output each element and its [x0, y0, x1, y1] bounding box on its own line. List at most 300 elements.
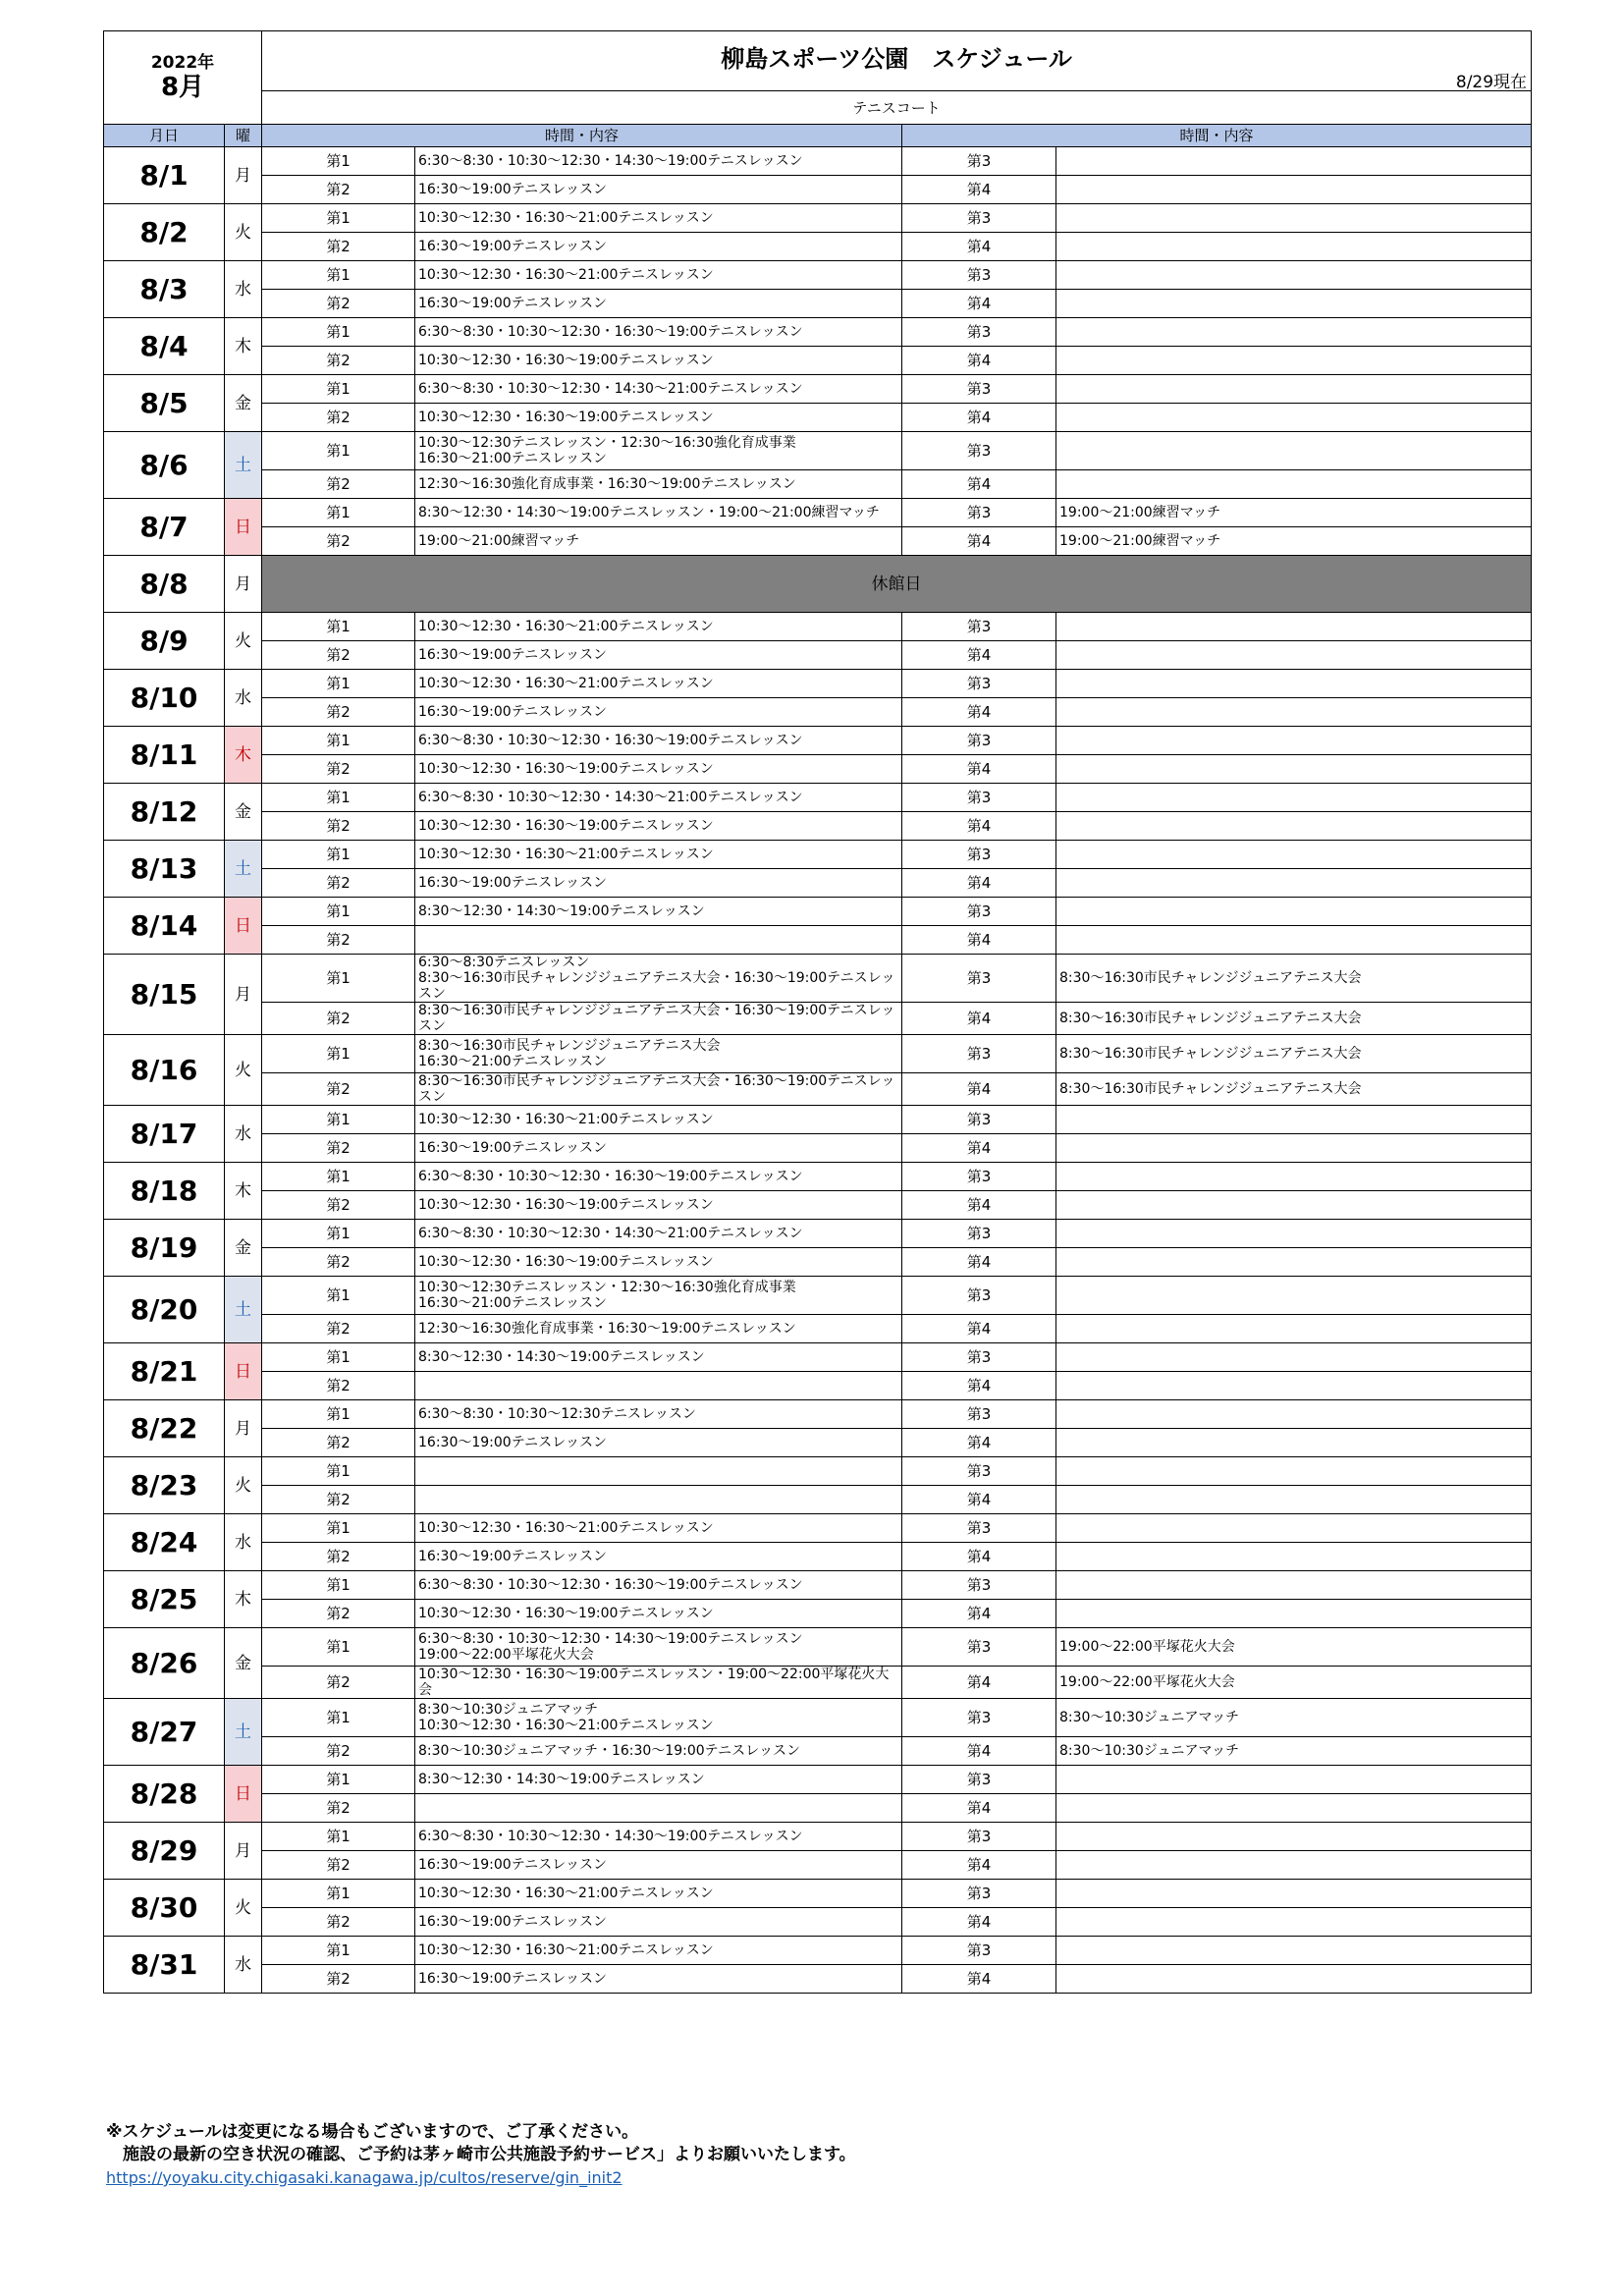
dow-cell: 火 [225, 613, 262, 670]
court-1-schedule: 6:30～8:30・10:30～12:30・16:30～19:00テニスレッスン [415, 1163, 902, 1191]
date-cell: 8/13 [104, 841, 225, 898]
day-row [104, 1571, 1532, 1600]
court-label: 第2 [262, 1794, 415, 1823]
court-label: 第1 [262, 613, 415, 641]
day-row [104, 204, 1532, 233]
court-1-schedule: 10:30～12:30・16:30～21:00テニスレッスン [415, 670, 902, 698]
court-4-schedule: 8:30～16:30市民チャレンジジュニアテニス大会 [1056, 1003, 1532, 1035]
court-3-schedule: 8:30～16:30市民チャレンジジュニアテニス大会 [1056, 955, 1532, 1003]
court-label: 第4 [902, 869, 1056, 898]
day-row [104, 1880, 1532, 1908]
closed-cell: 休館日 [262, 556, 1532, 613]
day-row-sub [104, 1965, 1532, 1994]
court-4-schedule [1056, 1965, 1532, 1994]
court-label: 第4 [902, 641, 1056, 670]
date-cell: 8/27 [104, 1699, 225, 1766]
court-label: 第4 [902, 1315, 1056, 1343]
day-row [104, 1343, 1532, 1372]
date-cell: 8/3 [104, 261, 225, 318]
date-cell: 8/1 [104, 147, 225, 204]
court-label: 第4 [902, 926, 1056, 955]
court-label: 第3 [902, 147, 1056, 176]
court-1-schedule: 10:30～12:30・16:30～21:00テニスレッスン [415, 204, 902, 233]
court-4-schedule [1056, 1315, 1532, 1343]
court-3-schedule [1056, 1823, 1532, 1851]
note-line-1: ※スケジュールは変更になる場合もございますので、ご了承ください。 [106, 2122, 639, 2142]
court-label: 第3 [902, 841, 1056, 869]
court-3-schedule [1056, 1937, 1532, 1965]
court-label: 第3 [902, 1457, 1056, 1486]
day-row [104, 841, 1532, 869]
court-1-schedule: 10:30～12:30・16:30～21:00テニスレッスン [415, 1514, 902, 1543]
court-3-schedule: 8:30～16:30市民チャレンジジュニアテニス大会 [1056, 1035, 1532, 1073]
court-1-schedule: 10:30～12:30・16:30～21:00テニスレッスン [415, 1937, 902, 1965]
court-2-schedule [415, 1486, 902, 1514]
date-cell: 8/14 [104, 898, 225, 955]
dow-cell: 水 [225, 1106, 262, 1163]
dow-cell: 日 [225, 499, 262, 556]
day-row [104, 1937, 1532, 1965]
date-cell: 8/29 [104, 1823, 225, 1880]
court-label: 第2 [262, 1429, 415, 1457]
court-4-schedule: 19:00～22:00平塚花火大会 [1056, 1667, 1532, 1699]
day-row-sub [104, 404, 1532, 432]
court-label: 第1 [262, 784, 415, 812]
dow-cell: 土 [225, 1699, 262, 1766]
court-3-schedule [1056, 318, 1532, 347]
dow-cell: 木 [225, 1163, 262, 1220]
col-header-content-right: 時間・内容 [902, 125, 1532, 147]
court-1-schedule: 10:30～12:30・16:30～21:00テニスレッスン [415, 1880, 902, 1908]
court-label: 第4 [902, 1600, 1056, 1628]
court-label: 第3 [902, 261, 1056, 290]
court-label: 第1 [262, 147, 415, 176]
day-row-sub [104, 290, 1532, 318]
court-3-schedule [1056, 261, 1532, 290]
dow-cell: 土 [225, 1277, 262, 1343]
day-row-sub [104, 1372, 1532, 1400]
dow-cell: 水 [225, 670, 262, 727]
court-1-schedule: 8:30～12:30・14:30～19:00テニスレッスン [415, 1766, 902, 1794]
day-row-sub [104, 1134, 1532, 1163]
court-4-schedule [1056, 698, 1532, 727]
court-2-schedule: 10:30～12:30・16:30～19:00テニスレッスン [415, 755, 902, 784]
court-1-schedule: 10:30～12:30テニスレッスン・12:30～16:30強化育成事業 16:30～21:00テニスレッスン [415, 1277, 902, 1315]
court-1-schedule: 6:30～8:30・10:30～12:30・16:30～19:00テニスレッスン [415, 318, 902, 347]
court-1-schedule: 10:30～12:30・16:30～21:00テニスレッスン [415, 841, 902, 869]
court-label: 第4 [902, 1543, 1056, 1571]
court-label: 第3 [902, 1628, 1056, 1667]
day-row [104, 147, 1532, 176]
court-label: 第4 [902, 347, 1056, 375]
court-1-schedule: 6:30～8:30・10:30～12:30・16:30～19:00テニスレッスン [415, 727, 902, 755]
dow-cell: 日 [225, 1343, 262, 1400]
day-row-sub [104, 698, 1532, 727]
date-cell: 8/8 [104, 556, 225, 613]
court-2-schedule: 10:30～12:30・16:30～19:00テニスレッスン [415, 1600, 902, 1628]
court-3-schedule [1056, 898, 1532, 926]
day-row-sub [104, 926, 1532, 955]
court-4-schedule [1056, 404, 1532, 432]
court-label: 第2 [262, 1908, 415, 1937]
date-cell: 8/15 [104, 955, 225, 1035]
court-label: 第2 [262, 347, 415, 375]
court-label: 第4 [902, 1908, 1056, 1937]
court-4-schedule: 19:00～21:00練習マッチ [1056, 527, 1532, 556]
court-2-schedule: 8:30～16:30市民チャレンジジュニアテニス大会・16:30～19:00テニスレッスン [415, 1003, 902, 1035]
dow-cell: 木 [225, 727, 262, 784]
date-cell: 8/11 [104, 727, 225, 784]
day-row [104, 1699, 1532, 1737]
court-label: 第1 [262, 898, 415, 926]
court-1-schedule: 8:30～12:30・14:30～19:00テニスレッスン [415, 1343, 902, 1372]
court-label: 第1 [262, 955, 415, 1003]
court-4-schedule [1056, 1191, 1532, 1220]
dow-cell: 土 [225, 841, 262, 898]
court-2-schedule: 16:30～19:00テニスレッスン [415, 641, 902, 670]
court-label: 第4 [902, 404, 1056, 432]
court-label: 第3 [902, 432, 1056, 470]
court-label: 第1 [262, 1343, 415, 1372]
court-label: 第3 [902, 375, 1056, 404]
court-label: 第1 [262, 204, 415, 233]
court-label: 第1 [262, 670, 415, 698]
court-4-schedule: 8:30～10:30ジュニアマッチ [1056, 1737, 1532, 1766]
date-cell: 8/25 [104, 1571, 225, 1628]
dow-cell: 木 [225, 318, 262, 375]
court-label: 第1 [262, 1514, 415, 1543]
dow-cell: 水 [225, 261, 262, 318]
court-label: 第1 [262, 375, 415, 404]
court-4-schedule [1056, 347, 1532, 375]
day-row [104, 1163, 1532, 1191]
court-label: 第1 [262, 1163, 415, 1191]
day-row [104, 784, 1532, 812]
day-row [104, 556, 1532, 613]
court-label: 第3 [902, 1163, 1056, 1191]
day-row [104, 1106, 1532, 1134]
court-3-schedule [1056, 1343, 1532, 1372]
court-2-schedule: 16:30～19:00テニスレッスン [415, 1134, 902, 1163]
court-label: 第1 [262, 499, 415, 527]
court-label: 第3 [902, 1880, 1056, 1908]
dow-cell: 日 [225, 1766, 262, 1823]
day-row-sub [104, 812, 1532, 841]
day-row [104, 1457, 1532, 1486]
court-label: 第1 [262, 1457, 415, 1486]
court-label: 第2 [262, 1667, 415, 1699]
court-label: 第2 [262, 470, 415, 499]
court-label: 第2 [262, 1965, 415, 1994]
day-row-sub [104, 1600, 1532, 1628]
day-row [104, 318, 1532, 347]
column-header-row [104, 125, 1532, 147]
court-label: 第2 [262, 1248, 415, 1277]
court-3-schedule [1056, 784, 1532, 812]
court-2-schedule: 19:00～21:00練習マッチ [415, 527, 902, 556]
court-label: 第2 [262, 1600, 415, 1628]
court-4-schedule [1056, 755, 1532, 784]
court-4-schedule [1056, 1486, 1532, 1514]
court-label: 第2 [262, 1073, 415, 1106]
date-cell: 8/21 [104, 1343, 225, 1400]
court-2-schedule: 12:30～16:30強化育成事業・16:30～19:00テニスレッスン [415, 1315, 902, 1343]
day-row-sub [104, 1543, 1532, 1571]
court-label: 第4 [902, 812, 1056, 841]
court-label: 第1 [262, 1628, 415, 1667]
court-label: 第4 [902, 470, 1056, 499]
court-label: 第4 [902, 1248, 1056, 1277]
court-1-schedule: 6:30～8:30・10:30～12:30テニスレッスン [415, 1400, 902, 1429]
court-label: 第4 [902, 233, 1056, 261]
court-label: 第4 [902, 1965, 1056, 1994]
day-row-sub [104, 1315, 1532, 1343]
court-2-schedule [415, 1794, 902, 1823]
court-2-schedule: 16:30～19:00テニスレッスン [415, 1429, 902, 1457]
page-title: 柳島スポーツ公園 スケジュール [721, 45, 1072, 74]
day-row-sub [104, 347, 1532, 375]
court-3-schedule [1056, 1880, 1532, 1908]
court-label: 第1 [262, 1400, 415, 1429]
day-row-sub [104, 233, 1532, 261]
note-line-2: 施設の最新の空き状況の確認、ご予約は茅ヶ崎市公共施設予約サービス」よりお願いいたします。 [106, 2145, 856, 2164]
court-2-schedule: 8:30～16:30市民チャレンジジュニアテニス大会・16:30～19:00テニスレッスン [415, 1073, 902, 1106]
court-label: 第3 [902, 1106, 1056, 1134]
court-4-schedule [1056, 1908, 1532, 1937]
court-label: 第2 [262, 755, 415, 784]
day-row [104, 727, 1532, 755]
court-label: 第1 [262, 1880, 415, 1908]
court-label: 第1 [262, 1220, 415, 1248]
court-label: 第3 [902, 1699, 1056, 1737]
court-label: 第2 [262, 641, 415, 670]
as-of-date: 8/29現在 [1455, 73, 1528, 91]
dow-cell: 土 [225, 432, 262, 499]
court-2-schedule: 16:30～19:00テニスレッスン [415, 1543, 902, 1571]
day-row-sub [104, 470, 1532, 499]
court-label: 第4 [902, 1191, 1056, 1220]
court-label: 第4 [902, 1667, 1056, 1699]
day-row-sub [104, 1429, 1532, 1457]
court-2-schedule: 16:30～19:00テニスレッスン [415, 1965, 902, 1994]
dow-cell: 火 [225, 1880, 262, 1937]
day-row-sub [104, 1667, 1532, 1699]
court-1-schedule: 10:30～12:30・16:30～21:00テニスレッスン [415, 1106, 902, 1134]
year-month-cell [104, 31, 262, 125]
date-cell: 8/17 [104, 1106, 225, 1163]
day-row [104, 1628, 1532, 1667]
day-row [104, 670, 1532, 698]
court-label: 第3 [902, 1277, 1056, 1315]
dow-cell: 月 [225, 1400, 262, 1457]
date-cell: 8/5 [104, 375, 225, 432]
dow-cell: 金 [225, 1628, 262, 1699]
court-2-schedule: 16:30～19:00テニスレッスン [415, 233, 902, 261]
court-1-schedule [415, 1457, 902, 1486]
court-3-schedule: 19:00～21:00練習マッチ [1056, 499, 1532, 527]
court-label: 第4 [902, 1073, 1056, 1106]
court-label: 第1 [262, 1937, 415, 1965]
dow-cell: 日 [225, 898, 262, 955]
date-cell: 8/30 [104, 1880, 225, 1937]
date-cell: 8/18 [104, 1163, 225, 1220]
col-header-date: 月日 [104, 125, 225, 147]
court-3-schedule [1056, 1400, 1532, 1429]
date-cell: 8/9 [104, 613, 225, 670]
court-2-schedule: 16:30～19:00テニスレッスン [415, 1851, 902, 1880]
date-cell: 8/12 [104, 784, 225, 841]
court-label: 第2 [262, 404, 415, 432]
court-label: 第3 [902, 1766, 1056, 1794]
court-1-schedule: 6:30～8:30・10:30～12:30・16:30～19:00テニスレッスン [415, 1571, 902, 1600]
court-label: 第2 [262, 1486, 415, 1514]
col-header-content-left: 時間・内容 [262, 125, 902, 147]
court-3-schedule [1056, 1457, 1532, 1486]
year-label: 2022年 [150, 53, 215, 73]
day-row [104, 1220, 1532, 1248]
court-4-schedule [1056, 1600, 1532, 1628]
court-4-schedule [1056, 926, 1532, 955]
court-label: 第4 [902, 755, 1056, 784]
court-label: 第3 [902, 955, 1056, 1003]
date-cell: 8/2 [104, 204, 225, 261]
court-2-schedule: 16:30～19:00テニスレッスン [415, 290, 902, 318]
court-label: 第4 [902, 1429, 1056, 1457]
court-label: 第1 [262, 1699, 415, 1737]
court-2-schedule: 8:30～10:30ジュニアマッチ・16:30～19:00テニスレッスン [415, 1737, 902, 1766]
day-row [104, 1823, 1532, 1851]
court-label: 第2 [262, 1191, 415, 1220]
title-cell [262, 31, 1532, 91]
date-cell: 8/16 [104, 1035, 225, 1106]
court-4-schedule [1056, 176, 1532, 204]
dow-cell: 金 [225, 1220, 262, 1277]
court-1-schedule: 8:30～16:30市民チャレンジジュニアテニス大会 16:30～21:00テニスレッスン [415, 1035, 902, 1073]
court-label: 第2 [262, 1003, 415, 1035]
court-3-schedule [1056, 1514, 1532, 1543]
day-row-sub [104, 1794, 1532, 1823]
court-4-schedule [1056, 470, 1532, 499]
court-label: 第3 [902, 727, 1056, 755]
court-3-schedule: 19:00～22:00平塚花火大会 [1056, 1628, 1532, 1667]
court-4-schedule [1056, 641, 1532, 670]
date-cell: 8/7 [104, 499, 225, 556]
court-label: 第4 [902, 1851, 1056, 1880]
col-header-dow: 曜 [225, 125, 262, 147]
day-row [104, 1400, 1532, 1429]
court-2-schedule: 12:30～16:30強化育成事業・16:30～19:00テニスレッスン [415, 470, 902, 499]
court-label: 第3 [902, 784, 1056, 812]
court-1-schedule: 10:30～12:30・16:30～21:00テニスレッスン [415, 613, 902, 641]
court-label: 第3 [902, 1823, 1056, 1851]
dow-cell: 火 [225, 1457, 262, 1514]
court-4-schedule [1056, 1851, 1532, 1880]
court-label: 第3 [902, 499, 1056, 527]
day-row [104, 1766, 1532, 1794]
court-label: 第3 [902, 1343, 1056, 1372]
court-4-schedule [1056, 812, 1532, 841]
day-row-sub [104, 1248, 1532, 1277]
court-label: 第1 [262, 1277, 415, 1315]
date-cell: 8/4 [104, 318, 225, 375]
facility-subtitle: テニスコート [262, 91, 1532, 125]
court-3-schedule [1056, 147, 1532, 176]
court-label: 第1 [262, 318, 415, 347]
day-row-sub [104, 641, 1532, 670]
court-2-schedule: 10:30～12:30・16:30～19:00テニスレッスン・19:00～22:00平塚花火大会 [415, 1667, 902, 1699]
court-label: 第2 [262, 869, 415, 898]
court-label: 第3 [902, 613, 1056, 641]
day-row-sub [104, 755, 1532, 784]
day-row [104, 432, 1532, 470]
court-label: 第2 [262, 233, 415, 261]
court-1-schedule: 6:30～8:30・10:30～12:30・14:30～21:00テニスレッスン [415, 784, 902, 812]
date-cell: 8/31 [104, 1937, 225, 1994]
day-row-sub [104, 527, 1532, 556]
dow-cell: 月 [225, 556, 262, 613]
court-label: 第2 [262, 926, 415, 955]
court-3-schedule [1056, 841, 1532, 869]
court-2-schedule: 16:30～19:00テニスレッスン [415, 176, 902, 204]
day-row [104, 613, 1532, 641]
court-3-schedule [1056, 375, 1532, 404]
day-row [104, 1035, 1532, 1073]
date-cell: 8/23 [104, 1457, 225, 1514]
date-cell: 8/26 [104, 1628, 225, 1699]
day-row [104, 1277, 1532, 1315]
day-row [104, 1514, 1532, 1543]
court-2-schedule: 10:30～12:30・16:30～19:00テニスレッスン [415, 347, 902, 375]
court-label: 第3 [902, 1514, 1056, 1543]
court-2-schedule: 10:30～12:30・16:30～19:00テニスレッスン [415, 404, 902, 432]
court-1-schedule: 10:30～12:30・16:30～21:00テニスレッスン [415, 261, 902, 290]
court-1-schedule: 6:30～8:30・10:30～12:30・14:30～21:00テニスレッスン [415, 1220, 902, 1248]
court-label: 第2 [262, 698, 415, 727]
court-label: 第2 [262, 1737, 415, 1766]
dow-cell: 月 [225, 955, 262, 1035]
schedule-sheet [103, 30, 1531, 1994]
reservation-link[interactable]: https://yoyaku.city.chigasaki.kanagawa.jp/cultos/reserve/gin_init2 [106, 2168, 622, 2187]
day-row [104, 955, 1532, 1003]
court-label: 第1 [262, 261, 415, 290]
court-4-schedule [1056, 1134, 1532, 1163]
date-cell: 8/20 [104, 1277, 225, 1343]
court-2-schedule [415, 926, 902, 955]
court-label: 第3 [902, 1220, 1056, 1248]
court-label: 第4 [902, 1372, 1056, 1400]
court-label: 第4 [902, 1486, 1056, 1514]
court-2-schedule: 16:30～19:00テニスレッスン [415, 698, 902, 727]
court-3-schedule [1056, 613, 1532, 641]
court-3-schedule [1056, 1766, 1532, 1794]
court-2-schedule: 10:30～12:30・16:30～19:00テニスレッスン [415, 1191, 902, 1220]
court-label: 第4 [902, 1003, 1056, 1035]
court-label: 第2 [262, 1315, 415, 1343]
court-label: 第2 [262, 1543, 415, 1571]
court-label: 第1 [262, 1823, 415, 1851]
day-row [104, 261, 1532, 290]
day-row-sub [104, 1486, 1532, 1514]
court-label: 第3 [902, 1035, 1056, 1073]
day-row-sub [104, 1073, 1532, 1106]
date-cell: 8/24 [104, 1514, 225, 1571]
court-label: 第2 [262, 1134, 415, 1163]
court-label: 第3 [902, 1937, 1056, 1965]
court-1-schedule: 6:30～8:30テニスレッスン 8:30～16:30市民チャレンジジュニアテニス大会・16:30～19:00テニスレッスン [415, 955, 902, 1003]
date-cell: 8/22 [104, 1400, 225, 1457]
court-3-schedule [1056, 1163, 1532, 1191]
court-label: 第3 [902, 898, 1056, 926]
